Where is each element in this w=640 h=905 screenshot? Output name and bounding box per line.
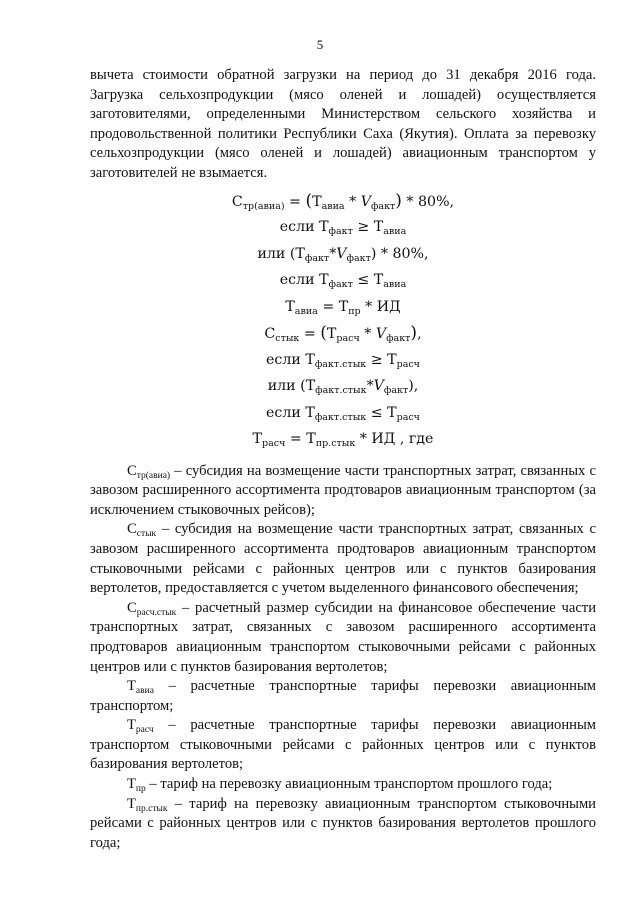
intro-paragraph: вычета стоимости обратной загрузки на период до 31 декабря 2016 года. Загрузка сельхозпродукции (мясо оленей и лошадей) осуществляется заготовителями, определенными Министерством сельского хозяйства и продовольственной политики Республики Саха (Якутия). Оплата за перевозку сельхозпродукции (мясо оленей и лошадей) авиационным транспортом у заготовителей не взымается. <box>90 67 596 181</box>
definition-t-avia: $Т_{авиа}$ – расчетные транспортные тарифы перевозки авиационным транспортом; <box>90 678 596 714</box>
formula-c-tr-avia: $С_{тр(авиа)} = (Т_{авиа} * V_{факт}) * 80\%$, <box>231 190 455 212</box>
formula-c-styk: $С_{стык} = (Т_{расч} * V_{факт})$, <box>264 323 422 345</box>
formula-block <box>90 188 596 453</box>
definition-t-pr-styk: $Т_{пр.стык}$ – тариф на перевозку авиационным транспортом стыковочными рейсами с районных центров или с пунктов базирования вертолетов прошлого года; <box>90 795 596 851</box>
formula-condition-ge: если $Т_{факт} \ge Т_{авиа}$ <box>279 219 407 238</box>
definition-t-pr: $Т_{пр}$ – тариф на перевозку авиационным транспортом прошлого года; <box>127 776 553 795</box>
definition-c-tr-avia: $С_{тр(авиа)}$ – субсидия на возмещение части транспортных затрат, связанных с завозом расширенного ассортимента продтоваров авиационным транспортом (за исключением стыковочных рейсов); <box>90 462 596 518</box>
formula-condition-styk-le: если $Т_{факт.стык} \le Т_{расч}$ <box>266 404 420 423</box>
formula-condition-le: если $Т_{факт} \le Т_{авиа}$ <box>279 272 407 291</box>
definition-c-rasch-styk: $С_{расч.стык}$ – расчетный размер субсидии на финансовое обеспечение части транспортных затрат, связанных с завозом расширенного ассортимента продтоваров авиационным транспортом стыковочными рейсами с районных центров или с пунктов базирования вертолетов; <box>90 599 596 675</box>
document-body <box>90 66 596 853</box>
formula-t-rasch: $Т_{расч} = Т_{пр.стык}$ * ИД , где <box>252 431 434 450</box>
formula-t-avia: $Т_{авиа} = Т_{пр}$ * ИД <box>285 298 401 317</box>
definition-c-styk: $С_{стык}$ – субсидия на возмещение части транспортных затрат, связанных с завозом расширенного ассортимента продтоваров авиационным транспортом стыковочными рейсами с районных центров или с пунктов базирования вертолетов, предоставляется с учетом выделенного финансового обеспечения; <box>90 521 596 597</box>
formula-alt-fakt: или $(Т_{факт}*V_{факт}) * 80\%$, <box>257 245 429 264</box>
formula-condition-styk-ge: если $Т_{факт.стык} \ge Т_{расч}$ <box>266 351 420 370</box>
page-number: 5 <box>316 37 324 52</box>
formula-alt-styk: или $(Т_{факт.стык}*V_{факт})$, <box>267 378 419 397</box>
definition-t-rasch: $Т_{расч}$ – расчетные транспортные тарифы перевозки авиационным транспортом стыковочными рейсами с районных центров или с пунктов базирования вертолетов; <box>90 717 596 773</box>
